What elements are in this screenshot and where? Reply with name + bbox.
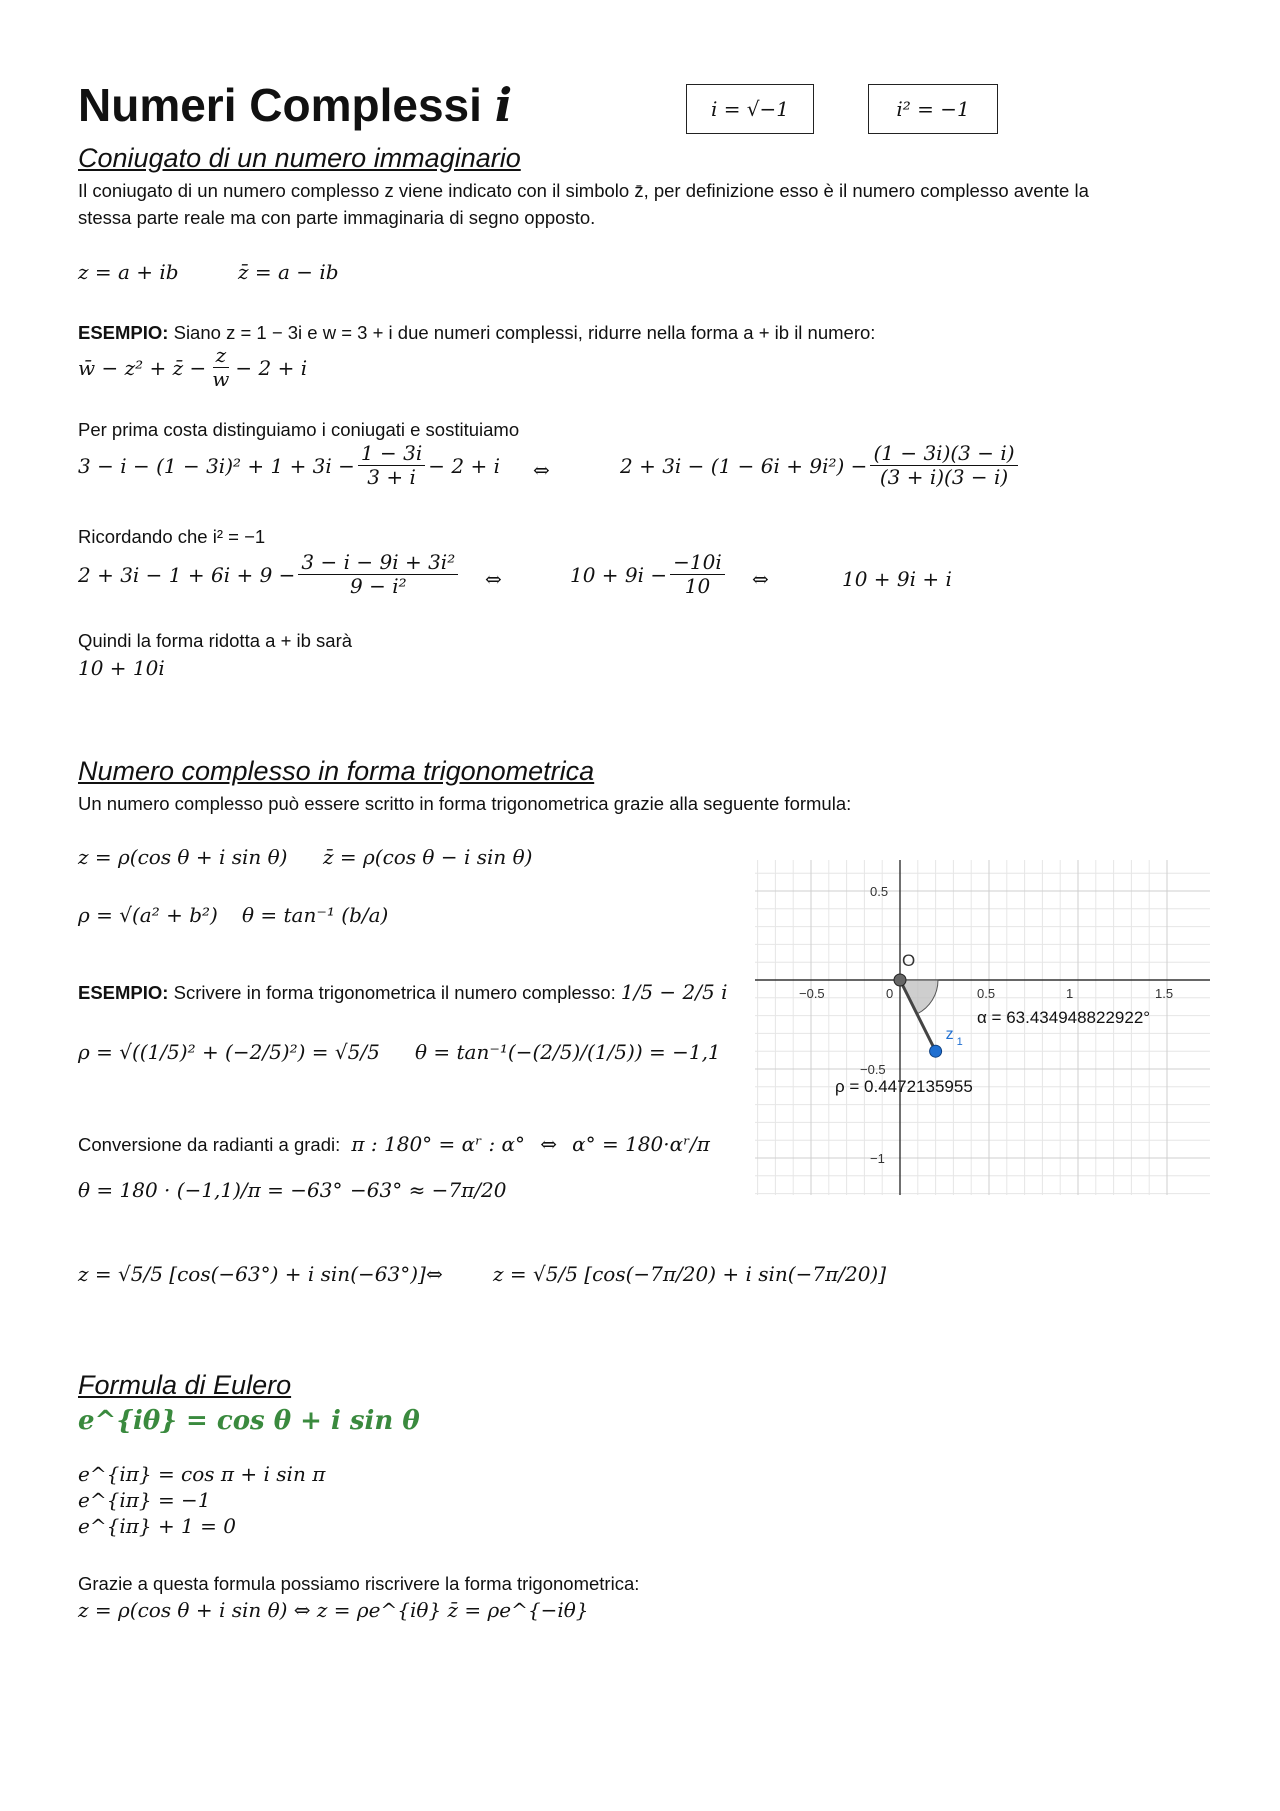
theta-approx: −63° ≈ −7π/20	[350, 1178, 507, 1202]
z1-point	[930, 1045, 942, 1057]
conversion-line: Conversione da radianti a gradi: π : 180° = αʳ : α° ⇔ α° = 180·αʳ/π	[78, 1132, 710, 1156]
result-text: Quindi la forma ridotta a + ib sarà	[78, 630, 353, 651]
equation-trig-zbar: z̄ = ρ(cos θ − i sin θ)	[323, 845, 533, 869]
x-tick-label: −0.5	[799, 986, 825, 1001]
step1-left: 3 − i − (1 − 3i)² + 1 + 3i − $\frac{1 - 3i}{3 + i}$ − 2 + i	[78, 441, 500, 489]
x-tick-label: 1	[1066, 986, 1074, 1001]
iff-symbol: ⇔	[533, 458, 550, 482]
iff-symbol: ⇔	[752, 567, 769, 591]
definition-box-sqrt: i = √−1	[686, 84, 814, 134]
equation-trig-z: z = ρ(cos θ + i sin θ)	[78, 845, 288, 869]
x-tick-label: 0.5	[977, 986, 996, 1001]
section-heading-eulero: Formula di Eulero	[78, 1370, 292, 1400]
section-heading-trigonometrica: Numero complesso in forma trigonometrica	[78, 756, 595, 786]
title-symbol: i	[494, 78, 513, 132]
z1-label: z	[945, 1026, 954, 1044]
equation-z: z = a + ib	[78, 260, 179, 284]
paragraph: stessa parte reale ma con parte immaginaria di segno opposto.	[78, 207, 596, 228]
alpha-label: α = 63.434948822922°	[977, 1008, 1151, 1027]
origin-point	[894, 974, 906, 986]
x-tick-label: 1.5	[1155, 986, 1174, 1001]
step1-right: 2 + 3i − (1 − 6i + 9i²) − $\frac{(1 - 3i)(3 - i)}{(3 + i)(3 - i)}$	[620, 442, 1021, 489]
euler-line-1: e^{iπ} = cos π + i sin π	[78, 1462, 326, 1486]
example-line: ESEMPIO: Scrivere in forma trigonometrica il numero complesso: 1/5 − 2/5 i	[78, 980, 728, 1004]
example-line: ESEMPIO: Siano z = 1 − 3i e w = 3 + i due numeri complessi, ridurre nella forma a + ib il numero:	[78, 322, 876, 343]
fraction-z-over-w: $\frac{z}{w}$	[212, 343, 230, 391]
step-text: Per prima costa distinguiamo i coniugati e sostituiamo	[78, 419, 520, 440]
example-expression: w̄ − z² + z̄ − $\frac{z}{w}$ − 2 + i	[78, 343, 308, 391]
theta-calculation: θ = tan⁻¹(−(2/5)/(1/5)) = −1,1	[415, 1040, 721, 1064]
iff-symbol: ⇔	[485, 567, 502, 591]
z-radians-form: z = √5/5 [cos(−7π/20) + i sin(−7π/20)]	[493, 1262, 887, 1286]
step2-a: 2 + 3i − 1 + 6i + 9 − $\frac{\text{3 − i − 9i + 3i²}}{\text{9 − i²}}$	[78, 551, 461, 598]
paragraph: Un numero complesso può essere scritto in forma trigonometrica grazie alla seguente formula:	[78, 793, 852, 814]
rho-calculation: ρ = √((1/5)² + (−2/5)²) = √5/5	[78, 1040, 380, 1064]
page-title	[78, 78, 512, 132]
origin-label: O	[902, 951, 916, 970]
graph-svg	[755, 860, 1210, 1195]
euler-formula: e^{iθ} = cos θ + i sin θ	[78, 1406, 420, 1436]
equation-theta: θ = tan⁻¹ (b/a)	[242, 903, 389, 927]
y-tick-label: −1	[870, 1151, 885, 1166]
equation-z-conjugate: z̄ = a − ib	[238, 260, 339, 284]
y-tick-label: −0.5	[860, 1062, 886, 1077]
iff-symbol: ⇔	[426, 1262, 443, 1286]
step2-b: 10 + 9i − $\frac{-10i}{10}$	[570, 551, 728, 598]
z-degrees-form: z = √5/5 [cos(−63°) + i sin(−63°)]	[78, 1262, 426, 1286]
paragraph: Grazie a questa formula possiamo riscrivere la forma trigonometrica:	[78, 1573, 640, 1594]
title-text: Numeri Complessi	[78, 79, 482, 131]
definition-box-square: i² = −1	[868, 84, 998, 134]
complex-plane-graph	[755, 860, 1210, 1195]
theta-degrees: θ = 180 · (−1,1)/π = −63°	[78, 1178, 343, 1202]
angle-sector	[900, 980, 938, 1014]
step2-c: 10 + 9i + i	[842, 567, 952, 591]
y-tick-label: 0.5	[870, 884, 889, 899]
final-formula: z = ρ(cos θ + i sin θ) ⇔ z = ρe^{iθ} z̄ = ρe^{−iθ}	[78, 1598, 589, 1622]
x-tick-label: 0	[886, 986, 894, 1001]
section-heading-coniugato: Coniugato di un numero immaginario	[78, 143, 521, 173]
equation-rho: ρ = √(a² + b²)	[78, 903, 218, 927]
z1-subscript: 1	[956, 1036, 963, 1049]
result-value: 10 + 10i	[78, 656, 165, 680]
step-text: Ricordando che i² = −1	[78, 526, 266, 547]
euler-line-3: e^{iπ} + 1 = 0	[78, 1514, 236, 1538]
euler-line-2: e^{iπ} = −1	[78, 1488, 211, 1512]
rho-label: ρ = 0.4472135955	[835, 1077, 973, 1096]
paragraph: Il coniugato di un numero complesso z viene indicato con il simbolo z̄, per definizione esso è il numero complesso avente la	[78, 180, 1089, 201]
